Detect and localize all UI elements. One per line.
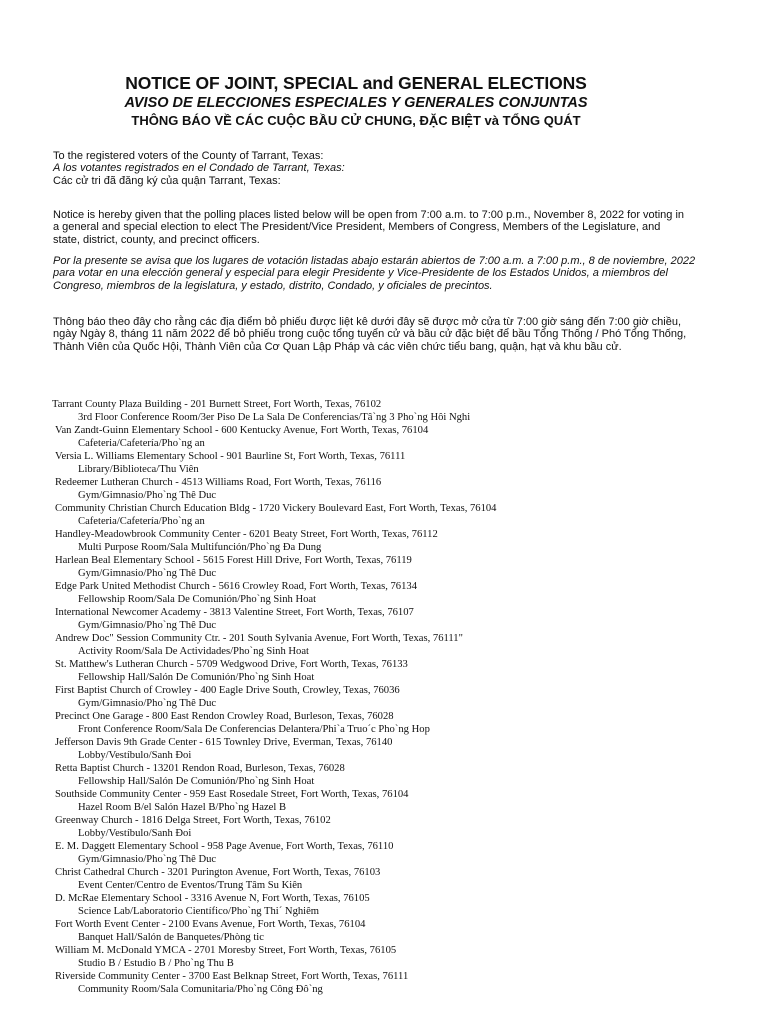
polling-location-item xyxy=(52,840,752,866)
polling-location-room: Fellowship Hall/Salón De Comunión/Pho`ng Sinh Hoat xyxy=(78,776,315,787)
polling-location-item xyxy=(52,580,752,606)
polling-location-address: St. Matthew's Lutheran Church - 5709 Wedgwood Drive, Fort Worth, Texas, 76133 xyxy=(55,659,408,670)
polling-location-item xyxy=(52,710,752,736)
notice-header xyxy=(0,72,712,130)
polling-location-address: International Newcomer Academy - 3813 Valentine Street, Fort Worth, Texas, 76107 xyxy=(55,607,414,618)
notice-title-english: NOTICE OF JOINT, SPECIAL and GENERAL ELECTIONS xyxy=(125,73,587,93)
polling-location-address: Van Zandt-Guinn Elementary School - 600 Kentucky Avenue, Fort Worth, Texas, 76104 xyxy=(55,425,429,436)
polling-location-item xyxy=(52,684,752,710)
greeting-vietnamese: Các cử tri đã đăng ký của quận Tarrant, Texas: xyxy=(53,174,281,187)
polling-location-item xyxy=(52,554,752,580)
polling-location-address: Southside Community Center - 959 East Rosedale Street, Fort Worth, Texas, 76104 xyxy=(55,789,409,800)
polling-location-room: Lobby/Vestíbulo/Sanh Đoi xyxy=(78,750,192,761)
polling-location-room: Front Conference Room/Sala De Conferencias Delantera/Phi`a Truo´c Pho`ng Hop xyxy=(78,724,430,735)
polling-location-room: Community Room/Sala Comunitaria/Pho`ng Công Đô`ng xyxy=(78,984,323,995)
polling-location-room: 3rd Floor Conference Room/3er Piso De La Sala De Conferencias/Tâ`ng 3 Pho`ng Hôi Nghi xyxy=(78,412,471,423)
polling-location-address: Retta Baptist Church - 13201 Rendon Road, Burleson, Texas, 76028 xyxy=(55,763,345,774)
polling-location-address: William M. McDonald YMCA - 2701 Moresby Street, Fort Worth, Texas, 76105 xyxy=(55,945,397,956)
greeting-spanish: A los votantes registrados en el Condado de Tarrant, Texas: xyxy=(53,162,345,175)
polling-location-item xyxy=(52,944,752,970)
polling-location-item xyxy=(52,502,752,528)
polling-location-address: Redeemer Lutheran Church - 4513 Williams Road, Fort Worth, Texas, 76116 xyxy=(55,477,382,488)
polling-location-room: Activity Room/Sala De Actividades/Pho`ng Sinh Hoat xyxy=(78,646,309,657)
polling-location-room: Fellowship Hall/Salón De Comunión/Pho`ng Sinh Hoat xyxy=(78,672,315,683)
polling-location-address: Riverside Community Center - 3700 East Belknap Street, Fort Worth, Texas, 76111 xyxy=(55,971,409,982)
polling-location-room: Cafeteria/Cafetería/Pho`ng an xyxy=(78,516,205,527)
polling-location-address: E. M. Daggett Elementary School - 958 Page Avenue, Fort Worth, Texas, 76110 xyxy=(55,841,394,852)
polling-location-item xyxy=(52,970,752,996)
polling-location-room: Lobby/Vestíbulo/Sanh Đoi xyxy=(78,828,192,839)
notice-paragraph-vietnamese: Thông báo theo đây cho rằng các địa điểm bỏ phiếu được liệt kê dưới đây sẽ được mở cửa từ 7:00 giờ sáng đến 7:00 giờ chiều, ngày Ngày 8, tháng 11 năm 2022 để bỏ phiếu trong cuộc tổng tuyển cử và bầu cử đặc biệt để bầu Tổng Thống / Phó Tổng Thống, Thành Viên của Quốc Hội, Thành Viên của Cơ Quan Lập Pháp và các viên chức tiểu bang, quận, hạt và khu bầu cử. xyxy=(53,316,687,353)
polling-location-room: Gym/Gimnasio/Pho`ng Thê Duc xyxy=(78,620,217,631)
polling-location-address: Jefferson Davis 9th Grade Center - 615 Townley Drive, Everman, Texas, 76140 xyxy=(55,737,393,748)
polling-location-item xyxy=(52,398,752,424)
polling-location-address: D. McRae Elementary School - 3316 Avenue N, Fort Worth, Texas, 76105 xyxy=(55,893,370,904)
polling-location-item xyxy=(52,866,752,892)
polling-location-item xyxy=(52,476,752,502)
polling-location-address: Tarrant County Plaza Building - 201 Burnett Street, Fort Worth, Texas, 76102 xyxy=(52,399,382,410)
polling-location-address: Versia L. Williams Elementary School - 901 Baurline St, Fort Worth, Texas, 76111 xyxy=(55,451,406,462)
polling-location-list xyxy=(52,398,752,996)
notice-paragraph-spanish: Por la presente se avisa que los lugares de votación listadas abajo estarán abiertos de 7:00 a.m. a 7:00 p.m., 8 de noviembre, 2022 para votar en una elección general y especial para elegir Presidente y Vice-Presidente de los Estados Unidos, a miembros del Congreso, miembros de la legislatura, y estado, distrito, Condado, y oficiales de precintos. xyxy=(53,255,696,292)
polling-location-address: Christ Cathedral Church - 3201 Purington Avenue, Fort Worth, Texas, 76103 xyxy=(55,867,381,878)
polling-location-address: Fort Worth Event Center - 2100 Evans Avenue, Fort Worth, Texas, 76104 xyxy=(55,919,366,930)
polling-location-room: Science Lab/Laboratorio Científico/Pho`ng Thi´ Nghiêm xyxy=(78,906,320,917)
polling-location-item xyxy=(52,918,752,944)
polling-location-room: Gym/Gimnasio/Pho`ng Thê Duc xyxy=(78,490,217,501)
polling-location-item xyxy=(52,450,752,476)
polling-location-room: Fellowship Room/Sala De Comunión/Pho`ng Sinh Hoat xyxy=(78,594,317,605)
polling-location-item xyxy=(52,814,752,840)
notice-title-spanish: AVISO DE ELECCIONES ESPECIALES Y GENERALES CONJUNTAS xyxy=(124,95,588,111)
polling-location-address: Harlean Beal Elementary School - 5615 Forest Hill Drive, Fort Worth, Texas, 76119 xyxy=(55,555,412,566)
polling-location-item xyxy=(52,424,752,450)
polling-location-room: Gym/Gimnasio/Pho`ng Thê Duc xyxy=(78,854,217,865)
polling-location-item xyxy=(52,658,752,684)
polling-location-address: Greenway Church - 1816 Delga Street, Fort Worth, Texas, 76102 xyxy=(55,815,331,826)
polling-location-address: Precinct One Garage - 800 East Rendon Crowley Road, Burleson, Texas, 76028 xyxy=(55,711,394,722)
polling-location-room: Hazel Room B/el Salón Hazel B/Pho`ng Hazel B xyxy=(78,802,287,813)
polling-location-room: Cafeteria/Cafetería/Pho`ng an xyxy=(78,438,205,449)
polling-location-room: Multi Purpose Room/Sala Multifunción/Pho`ng Đa Dung xyxy=(78,542,322,553)
polling-location-room: Banquet Hall/Salón de Banquetes/Phòng tic xyxy=(78,932,264,943)
polling-location-item xyxy=(52,528,752,554)
polling-location-item xyxy=(52,606,752,632)
greeting-english: To the registered voters of the County of Tarrant, Texas: xyxy=(53,150,324,162)
polling-location-address: Community Christian Church Education Bldg - 1720 Vickery Boulevard East, Fort Worth, Texas, 76104 xyxy=(55,503,497,514)
polling-location-room: Library/Biblioteca/Thu Viên xyxy=(78,464,199,475)
polling-location-address: First Baptist Church of Crowley - 400 Eagle Drive South, Crowley, Texas, 76036 xyxy=(55,685,400,696)
polling-location-item xyxy=(52,762,752,788)
polling-location-item xyxy=(52,736,752,762)
polling-location-item xyxy=(52,632,752,658)
polling-location-room: Studio B / Estudio B / Pho`ng Thu B xyxy=(78,958,234,969)
polling-location-item xyxy=(52,788,752,814)
polling-location-room: Gym/Gimnasio/Pho`ng Thê Duc xyxy=(78,568,217,579)
polling-location-room: Gym/Gimnasio/Pho`ng Thê Duc xyxy=(78,698,217,709)
notice-title-vietnamese: THÔNG BÁO VỀ CÁC CUỘC BẦU CỬ CHUNG, ĐẶC BIỆT và TỔNG QUÁT xyxy=(131,113,581,128)
polling-location-address: Edge Park United Methodist Church - 5616 Crowley Road, Fort Worth, Texas, 76134 xyxy=(55,581,417,592)
polling-location-address: Handley-Meadowbrook Community Center - 6201 Beaty Street, Fort Worth, Texas, 76112 xyxy=(55,529,438,540)
polling-location-room: Event Center/Centro de Eventos/Trung Tâm Su Kiên xyxy=(78,880,303,891)
greeting-block xyxy=(53,150,703,187)
polling-location-address: Andrew Doc" Session Community Ctr. - 201 South Sylvania Avenue, Fort Worth, Texas, 76111" xyxy=(55,633,463,644)
polling-location-item xyxy=(52,892,752,918)
notice-paragraph-english: Notice is hereby given that the polling places listed below will be open from 7:00 a.m. to 7:00 p.m., November 8, 2022 for voting in a general and special election to elect The President/Vice President, Members of Congress, Members of the Legislature, and state, district, county, and precinct officers. xyxy=(53,209,685,246)
